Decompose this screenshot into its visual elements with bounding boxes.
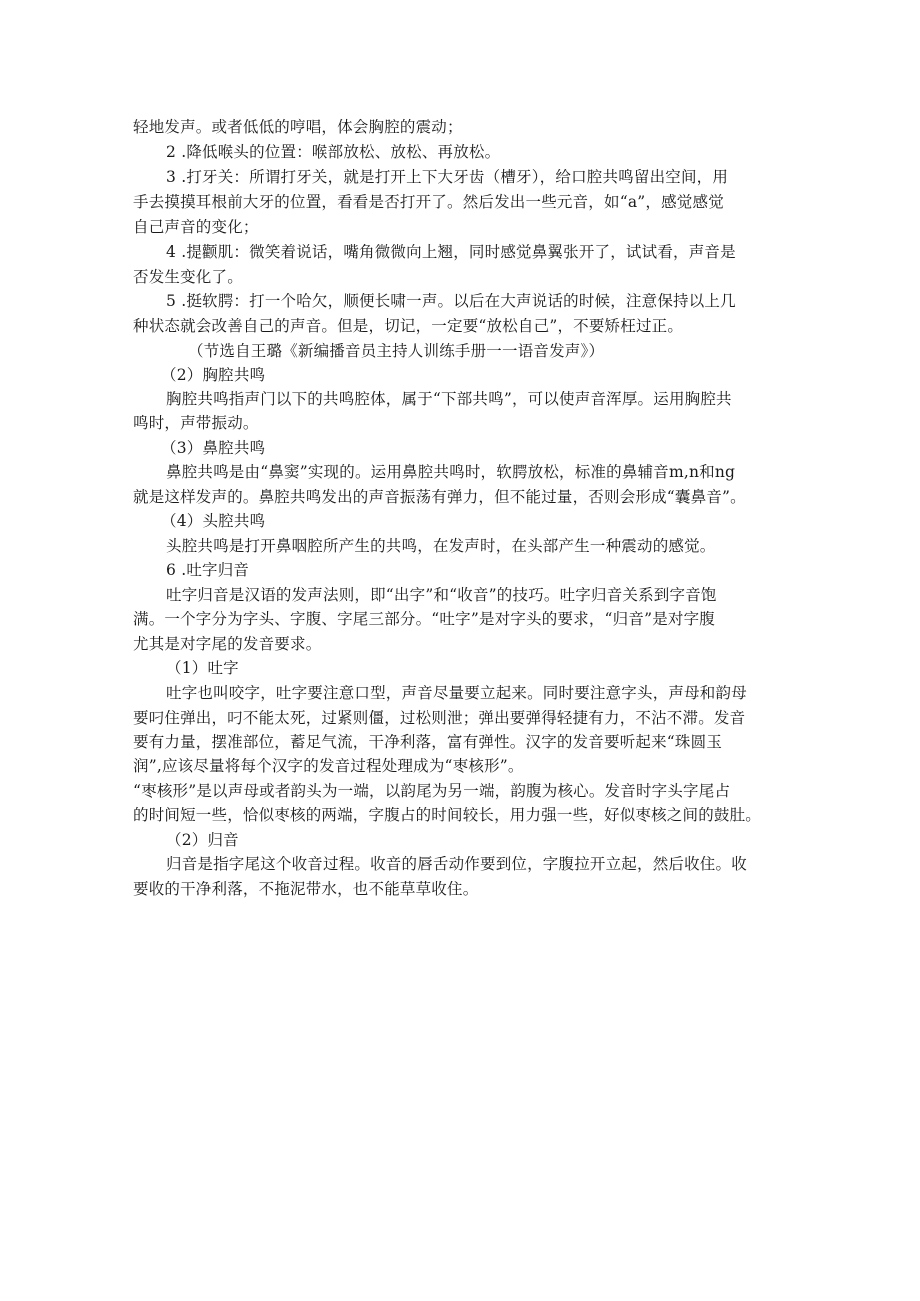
text-line: 2 .降低喉头的位置：喉部放松、放松、再放松。 xyxy=(166,143,501,161)
text-line: 鼻腔共鸣是由“鼻窦”实现的。运用鼻腔共鸣时，软腭放松，标准的鼻辅音m,n和ng xyxy=(166,463,736,481)
section-heading: （2）归音 xyxy=(166,831,239,849)
text-line: 润”,应该尽量将每个汉字的发音过程处理成为“枣核形”。 xyxy=(133,757,524,775)
text-line: 头腔共鸣是打开鼻咽腔所产生的共鸣，在发声时，在头部产生一种震动的感觉。 xyxy=(166,537,716,555)
text-line: 否发生变化了。 xyxy=(133,268,243,286)
section-heading: 6 .吐字归音 xyxy=(166,561,250,579)
source-citation: （节选自王璐《新编播音员主持人训练手册一一语音发声》） xyxy=(188,342,605,360)
text-line: 要有力量，摆准部位，蓄足气流，干净利落，富有弹性。汉字的发音要听起来“珠圆玉 xyxy=(133,733,723,751)
text-line: 就是这样发声的。鼻腔共鸣发出的声音振荡有弹力，但不能过量，否则会形成“囊鼻音”。 xyxy=(133,488,746,506)
text-line: 3 .打牙关：所谓打牙关，就是打开上下大牙齿（槽牙），给口腔共鸣留出空间，用 xyxy=(166,168,729,186)
text-line: 5 .挺软腭：打一个哈欠，顺便长啸一声。以后在大声说话的时候，注意保持以上几 xyxy=(166,292,736,310)
text-line: “枣核形”是以声母或者韵头为一端，以韵尾为另一端，韵腹为核心。发音时字头字尾占 xyxy=(133,782,731,800)
text-line: 要收的干净利落，不拖泥带水，也不能草草收住。 xyxy=(133,880,479,898)
text-line: 满。一个字分为字头、字腹、字尾三部分。“吐字”是对字头的要求，“归音”是对字腹 xyxy=(133,610,715,628)
section-heading: （3）鼻腔共鸣 xyxy=(161,439,266,457)
text-line: 吐字也叫咬字，吐字要注意口型，声音尽量要立起来。同时要注意字头，声母和韵母 xyxy=(166,684,747,702)
text-line: 吐字归音是汉语的发声法则，即“出字”和“收音”的技巧。吐字归音关系到字音饱 xyxy=(166,586,717,604)
text-line: 归音是指字尾这个收音过程。收音的唇舌动作要到位，字腹拉开立起，然后收住。收 xyxy=(166,855,747,873)
text-line: 的时间短一些，恰似枣核的两端，字腹占的时间较长，用力强一些，好似枣核之间的鼓肚。 xyxy=(133,806,762,824)
section-heading: （1）吐字 xyxy=(166,659,239,677)
text-line: 轻地发声。或者低低的哼唱，体会胸腔的震动； xyxy=(133,118,463,136)
text-line: 尤其是对字尾的发音要求。 xyxy=(133,635,322,653)
text-line: 自己声音的变化； xyxy=(133,218,259,236)
text-line: 鸣时，声带振动。 xyxy=(133,414,259,432)
section-heading: （2）胸腔共鸣 xyxy=(161,366,266,384)
text-line: 种状态就会改善自己的声音。但是，切记，一定要“放松自己”，不要矫枉过正。 xyxy=(133,317,684,335)
text-line: 4 .提颧肌：微笑着说话，嘴角微微向上翘，同时感觉鼻翼张开了，试试看，声音是 xyxy=(166,243,736,261)
text-line: 胸腔共鸣指声门以下的共鸣腔体，属于“下部共鸣”，可以使声音浑厚。运用胸腔共 xyxy=(166,390,732,408)
text-line: 手去摸摸耳根前大牙的位置，看看是否打开了。然后发出一些元音，如“a”，感觉感觉 xyxy=(133,193,724,211)
section-heading: （4）头腔共鸣 xyxy=(161,512,266,530)
text-line: 要叼住弹出，叼不能太死，过紧则僵，过松则泄；弹出要弹得轻捷有力，不沾不滞。发音 xyxy=(133,709,746,727)
